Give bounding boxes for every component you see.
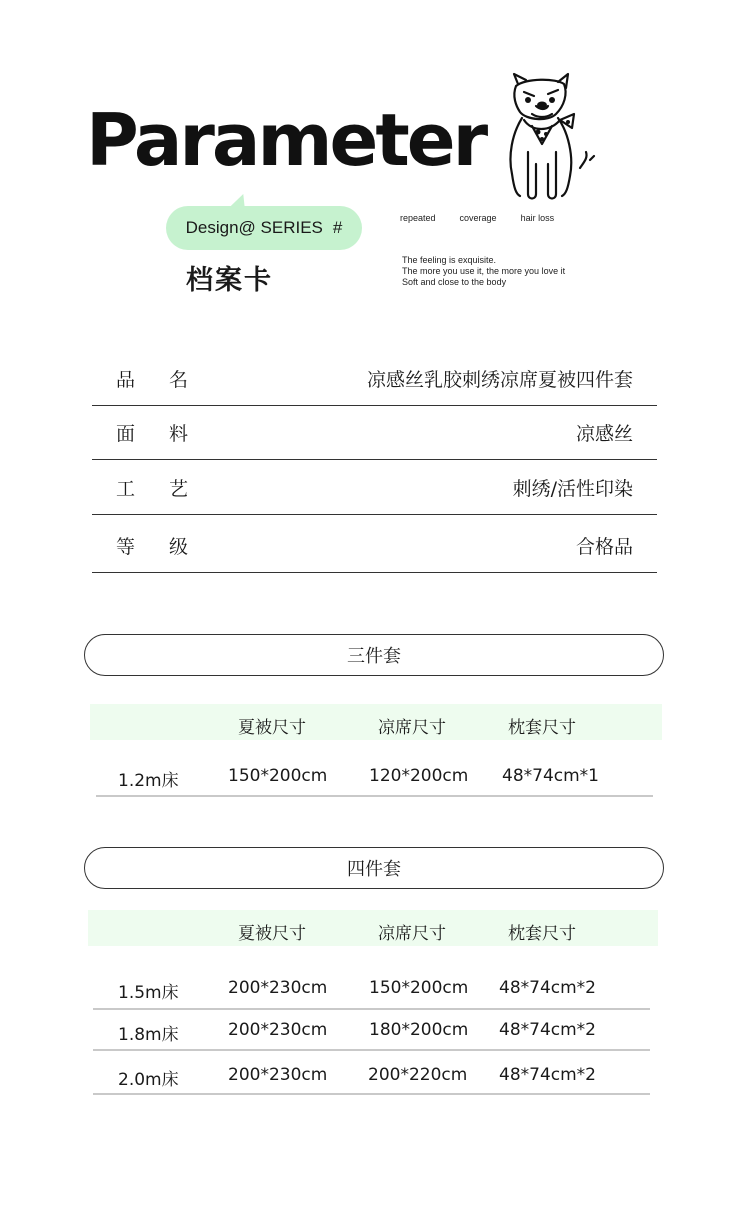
spec-label: [92, 365, 188, 392]
page-title: Parameter: [86, 98, 486, 182]
spec-label-char: 品: [116, 369, 136, 391]
terrier-dog-icon: [498, 72, 604, 208]
row-divider: [96, 795, 653, 797]
spec-value: 凉感丝: [575, 423, 633, 445]
archive-card-label: 档案卡: [186, 265, 273, 296]
quilt-size-cell: 200*230cm: [228, 1020, 328, 1040]
mat-size-cell: 200*220cm: [368, 1065, 468, 1085]
mat-size-cell: 150*200cm: [369, 978, 469, 998]
quilt-size-cell: 200*230cm: [228, 978, 328, 998]
feel-description: [402, 255, 565, 288]
spec-label-char: 工: [116, 478, 136, 500]
spec-value: 凉感丝乳胶刺绣凉席夏被四件套: [366, 369, 633, 391]
feel-line: Soft and close to the body: [402, 277, 507, 287]
feature-tags: [400, 213, 554, 223]
spec-value: 刺绣/活性印染: [512, 478, 633, 500]
bed-size-cell: 2.0m床: [118, 1070, 179, 1090]
row-divider: [93, 1008, 650, 1010]
column-header: 枕套尺寸: [508, 718, 576, 738]
four-piece-title: 四件套: [84, 847, 664, 889]
mat-size-cell: 180*200cm: [369, 1020, 469, 1040]
spec-row-grade: [92, 519, 657, 573]
spec-row-fabric: [92, 406, 657, 460]
three-piece-title: 三件套: [84, 634, 664, 676]
spec-label: [92, 419, 188, 446]
pillow-size-cell: 48*74cm*2: [499, 1020, 596, 1040]
spec-label-char: 艺: [169, 478, 189, 500]
spec-value: 合格品: [575, 536, 633, 558]
spec-label-char: 名: [169, 369, 189, 391]
column-header: 夏被尺寸: [238, 924, 306, 944]
column-header: 枕套尺寸: [508, 924, 576, 944]
three-piece-table-header: [90, 704, 662, 740]
spec-label-char: 级: [169, 536, 189, 558]
bed-size-cell: 1.8m床: [118, 1025, 179, 1045]
mat-size-cell: 120*200cm: [369, 766, 469, 786]
series-badge: [166, 206, 362, 250]
row-divider: [93, 1093, 650, 1095]
tag: hair loss: [520, 213, 555, 223]
pillow-size-cell: 48*74cm*2: [499, 1065, 596, 1085]
bed-size-cell: 1.2m床: [118, 771, 179, 791]
row-divider: [93, 1049, 650, 1051]
spec-row-craft: [92, 461, 657, 515]
bed-size-cell: 1.5m床: [118, 983, 179, 1003]
series-badge-text: Design@ SERIES: [185, 218, 323, 237]
quilt-size-cell: 200*230cm: [228, 1065, 328, 1085]
feel-line: The feeling is exquisite.: [402, 255, 497, 265]
spec-label: [92, 474, 188, 501]
pillow-size-cell: 48*74cm*2: [499, 978, 596, 998]
pillow-size-cell: 48*74cm*1: [502, 766, 599, 786]
hash-icon: #: [332, 218, 343, 237]
tag: coverage: [459, 213, 497, 223]
spec-label-char: 等: [116, 536, 136, 558]
column-header: 凉席尺寸: [378, 718, 446, 738]
spec-label: [92, 532, 188, 559]
spec-row-product-name: [92, 352, 657, 406]
spec-label-char: 面: [116, 423, 136, 445]
tag: repeated: [400, 213, 436, 223]
spec-label-char: 料: [169, 423, 189, 445]
feel-line: The more you use it, the more you love it: [402, 266, 566, 276]
column-header: 凉席尺寸: [378, 924, 446, 944]
quilt-size-cell: 150*200cm: [228, 766, 328, 786]
column-header: 夏被尺寸: [238, 718, 306, 738]
